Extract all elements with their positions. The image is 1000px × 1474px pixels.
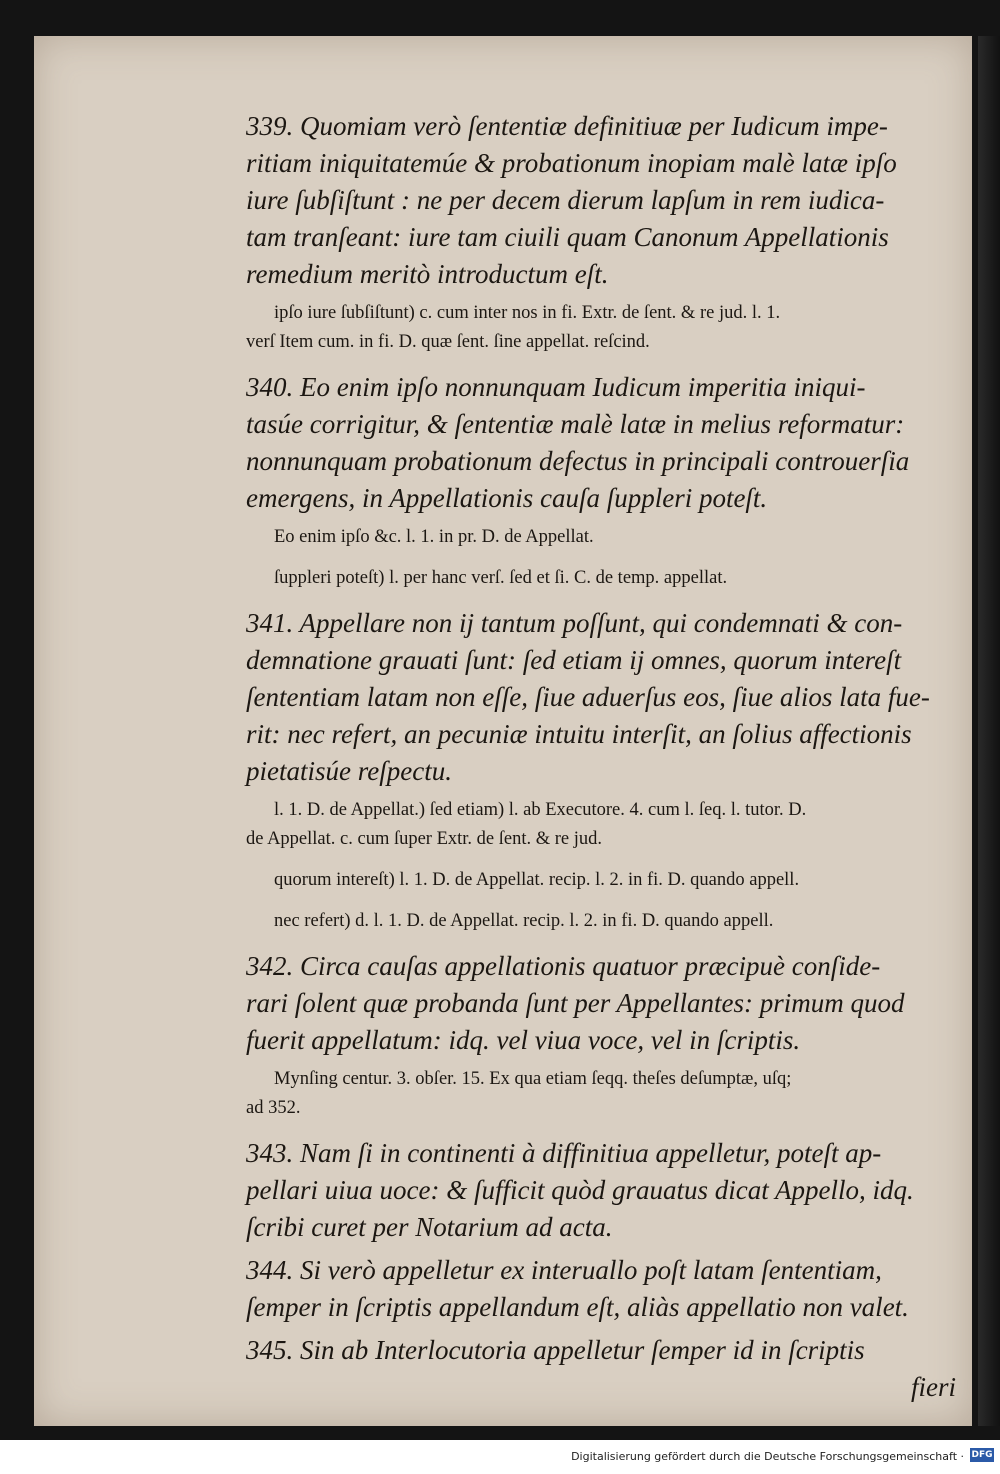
citation-line: ipſo iure ſubſiſtunt) c. cum inter nos in fi. Extr. de ſent. & re jud. l. 1. <box>274 303 781 323</box>
thesis-line: iure ſubſiſtunt : ne per decem dierum lapſum in rem iudica- <box>246 185 885 215</box>
thesis-line: tam tranſeant: iure tam ciuili quam Canonum Appellationis <box>246 222 889 252</box>
digitization-footer <box>0 1440 1000 1474</box>
thesis-line: 339. Quomiam verò ſententiæ definitiuæ per Iudicum impe- <box>246 111 888 141</box>
page-text-body <box>246 108 956 1412</box>
citation-line: de Appellat. c. cum ſuper Extr. de ſent. & re jud. <box>246 829 603 849</box>
citation-line: nec refert) d. l. 1. D. de Appellat. recip. l. 2. in fi. D. quando appell. <box>274 911 774 931</box>
citation-line: Eo enim ipſo &c. l. 1. in pr. D. de Appellat. <box>274 527 594 547</box>
citation-note <box>246 1065 956 1123</box>
thesis-line: 344. Si verò appelletur ex interuallo poſt latam ſententiam, <box>246 1255 882 1285</box>
thesis-paragraph <box>246 369 956 517</box>
citation-note <box>246 523 956 552</box>
thesis-line: ſcribi curet per Notarium ad acta. <box>246 1212 613 1242</box>
thesis-paragraph <box>246 1135 956 1246</box>
thesis-line: emergens, in Appellationis cauſa ſuppleri poteſt. <box>246 483 768 513</box>
footer-credit: Digitalisierung gefördert durch die Deutsche Forschungsgemeinschaft · <box>571 1450 964 1463</box>
citation-line: l. 1. D. de Appellat.) ſed etiam) l. ab Executore. 4. cum l. ſeq. l. tutor. D. <box>274 800 807 820</box>
thesis-paragraph <box>246 605 956 790</box>
citation-line: quorum intereſt) l. 1. D. de Appellat. recip. l. 2. in fi. D. quando appell. <box>274 870 800 890</box>
thesis-line: ritiam iniquitatemúe & probationum inopiam malè latæ ipſo <box>246 148 897 178</box>
citation-note <box>246 564 956 593</box>
thesis-line: 343. Nam ſi in continenti à diffinitiua appelletur, poteſt ap- <box>246 1138 882 1168</box>
citation-line: ad 352. <box>246 1098 301 1118</box>
dfg-logo: DFG <box>971 1450 993 1460</box>
thesis-line: pietatisúe reſpectu. <box>246 756 452 786</box>
thesis-line: nonnunquam probationum defectus in principali controuerſia <box>246 446 910 476</box>
thesis-line: 340. Eo enim ipſo nonnunquam Iudicum imperitia iniqui- <box>246 372 866 402</box>
thesis-line: ſemper in ſcriptis appellandum eſt, aliàs appellatio non valet. <box>246 1292 909 1322</box>
thesis-line: demnatione grauati ſunt: ſed etiam ij omnes, quorum intereſt <box>246 645 902 675</box>
thesis-paragraph <box>246 948 956 1059</box>
thesis-line: 345. Sin ab Interlocutoria appelletur ſemper id in ſcriptis <box>246 1335 865 1365</box>
thesis-line: tasúe corrigitur, & ſententiæ malè latæ in melius reformatur: <box>246 409 905 439</box>
citation-line: verſ Item cum. in fi. D. quæ ſent. ſine appellat. reſcind. <box>246 332 650 352</box>
citation-line: Mynſing centur. 3. obſer. 15. Ex qua etiam ſeqq. theſes deſumptæ, uſq; <box>274 1069 792 1089</box>
thesis-line: remedium meritò introductum eſt. <box>246 259 609 289</box>
thesis-paragraph <box>246 1332 956 1406</box>
citation-note <box>246 796 956 854</box>
thesis-line: 341. Appellare non ij tantum poſſunt, qui condemnati & con- <box>246 608 903 638</box>
thesis-paragraph <box>246 1252 956 1326</box>
page-edge-shadow <box>978 36 1000 1426</box>
citation-note <box>246 907 956 936</box>
citation-note <box>246 866 956 895</box>
thesis-line: 342. Circa cauſas appellationis quatuor præcipuè conſide- <box>246 951 881 981</box>
thesis-line: rari ſolent quæ probanda ſunt per Appellantes: primum quod <box>246 988 905 1018</box>
thesis-line: fuerit appellatum: idq. vel viua voce, vel in ſcriptis. <box>246 1025 801 1055</box>
thesis-line: fieri <box>911 1372 956 1402</box>
thesis-paragraph <box>246 108 956 293</box>
thesis-line: rit: nec refert, an pecuniæ intuitu interſit, an ſolius affectionis <box>246 719 912 749</box>
citation-line: ſuppleri poteſt) l. per hanc verſ. ſed et ſi. C. de temp. appellat. <box>274 568 728 588</box>
thesis-line: ſententiam latam non eſſe, ſiue aduerſus eos, ſiue alios lata fue- <box>246 682 930 712</box>
thesis-line: pellari uiua uoce: & ſufficit quòd grauatus dicat Appello, idq. <box>246 1175 914 1205</box>
citation-note <box>246 299 956 357</box>
